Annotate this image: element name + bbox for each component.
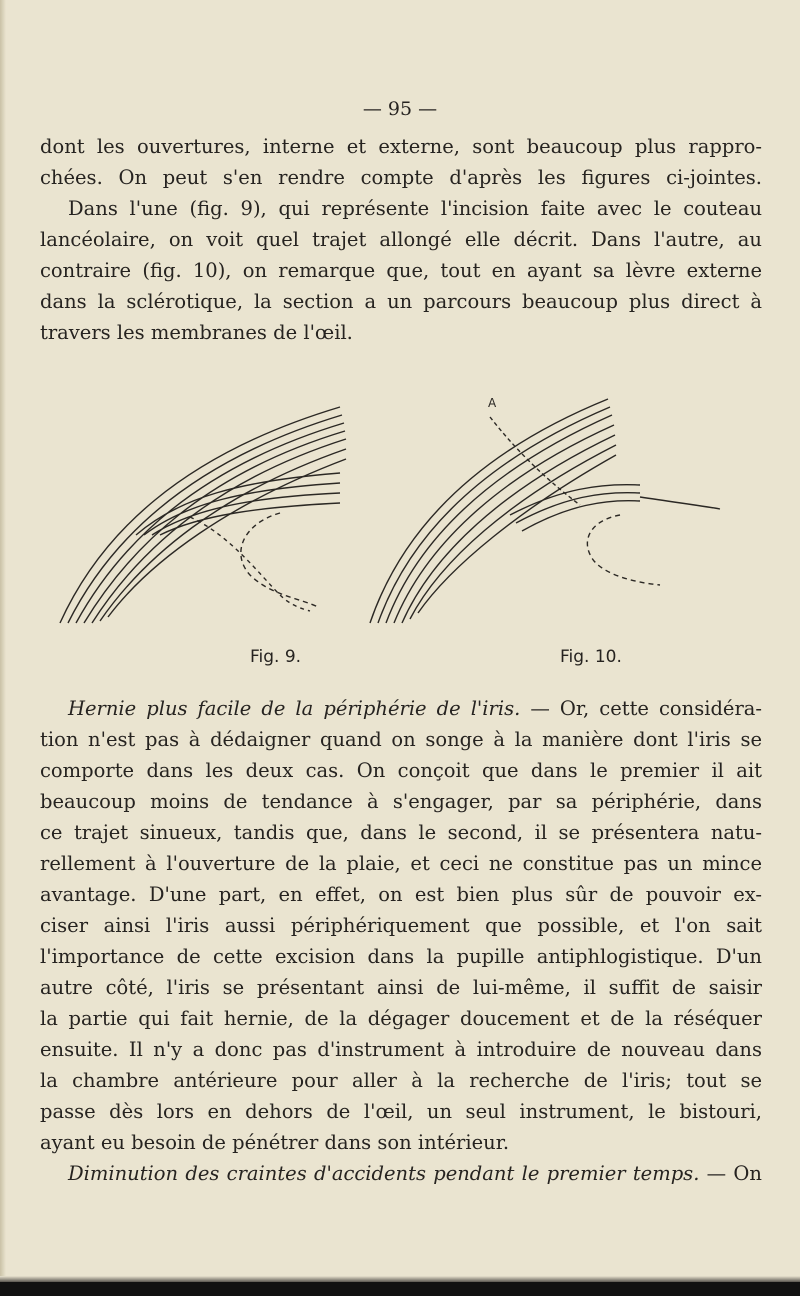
text-line: ce trajet sinueux, tandis que, dans le second, il se présentera natu- [40,821,762,844]
text-line: dans la sclérotique, la section a un parcours beaucoup plus direct à [40,290,762,313]
page-number: — 95 — [362,98,438,120]
text-line: autre côté, l'iris se présentant ainsi de lui-même, il suffit de saisir [40,976,762,999]
next-section-continuation: — On [699,1162,762,1185]
text-line: comporte dans les deux cas. On conçoit que dans le premier il ait [40,759,762,782]
text-line: tion n'est pas à dédaigner quand on songe à la manière dont l'iris se [40,728,762,751]
text-line: chées. On peut s'en rendre compte d'après les figures ci-jointes. [40,166,762,189]
text-line: beaucoup moins de tendance à s'engager, par sa périphérie, dans [40,790,762,813]
text-line: contraire (fig. 10), on remarque que, tout en ayant sa lèvre externe [40,259,762,282]
fig-10-caption: Fig. 10. [560,647,622,667]
text-line: ciser ainsi l'iris aussi périphériquement que possible, et l'on sait [40,914,762,937]
text-line: avantage. D'une part, en effet, on est bien plus sûr de pouvoir ex- [40,883,762,906]
page-edge-shadow [0,0,6,1296]
eye-incision-figures [40,385,760,645]
heading-continuation: — Or, cette considéra- [520,697,762,720]
text-line: la chambre antérieure pour aller à la recherche de l'iris; tout se [40,1069,762,1092]
paragraph-hernie [40,693,762,1189]
paragraph-intro [40,131,762,348]
page-bottom-edge [0,1282,800,1296]
section-heading: Hernie plus facile de la périphérie de l'iris. [68,697,521,720]
text-line: rellement à l'ouverture de la plaie, et ceci ne constitue pas un mince [40,852,762,875]
figure-10-label: A [488,396,497,410]
text-line: ayant eu besoin de pénétrer dans son intérieur. [40,1131,510,1154]
text-line: la partie qui fait hernie, de la dégager doucement et de la réséquer [40,1007,762,1030]
fig-9-caption: Fig. 9. [250,647,302,667]
figures-area [40,385,760,667]
text-line: Dans l'une (fig. 9), qui représente l'incision faite avec le couteau [68,197,762,220]
text-line: lancéolaire, on voit quel trajet allongé elle décrit. Dans l'autre, au [40,228,762,251]
text-line: l'importance de cette excision dans la pupille antiphlogistique. D'un [40,945,762,968]
figure-10-drawing [370,399,720,623]
text-line: ensuite. Il n'y a donc pas d'instrument à introduire de nouveau dans [40,1038,762,1061]
text-line [40,693,762,724]
text-line: passe dès lors en dehors de l'œil, un seul instrument, le bistouri, [40,1100,762,1123]
text-line: dont les ouvertures, interne et externe, sont beaucoup plus rappro- [40,135,762,158]
figure-9-drawing [60,407,346,623]
next-section-heading: Diminution des craintes d'accidents pendant le premier temps. [68,1162,700,1185]
text-line [40,1158,762,1189]
text-line: travers les membranes de l'œil. [40,321,353,344]
